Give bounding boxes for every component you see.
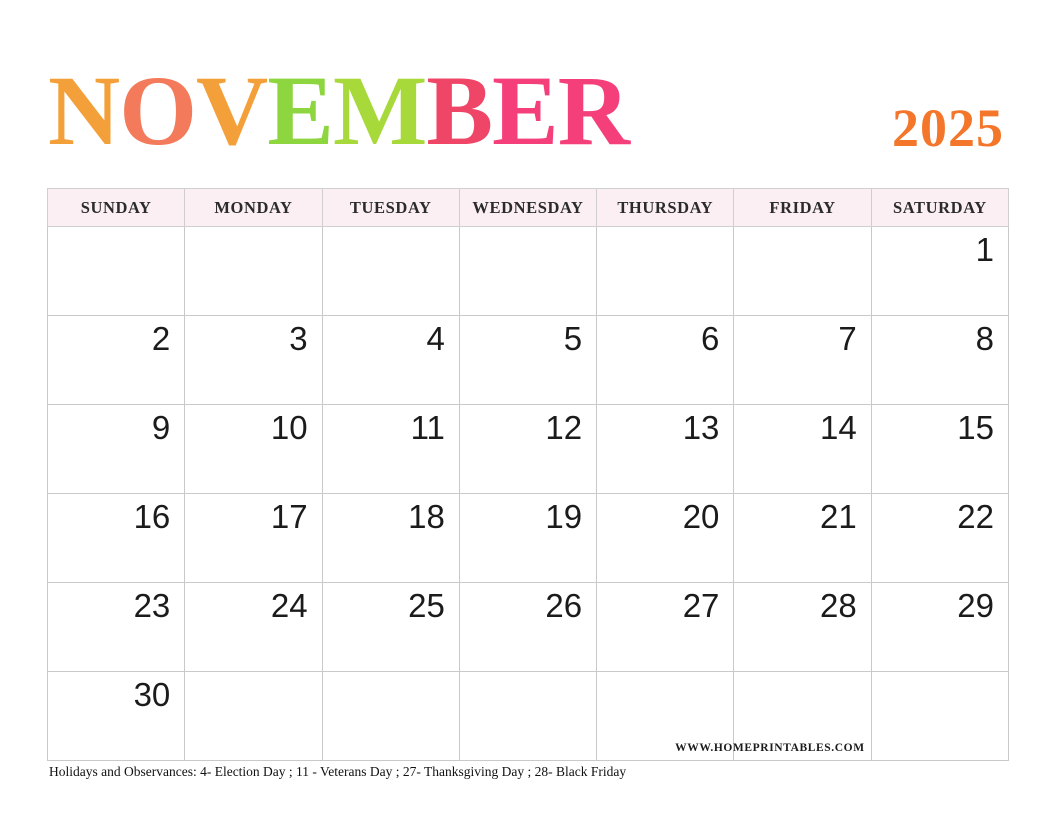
calendar-cell-empty[interactable] [185,227,322,316]
calendar-cell-day-19[interactable] [459,494,596,583]
day-number: 19 [545,498,583,535]
weekday-header-saturday: SATURDAY [871,189,1008,227]
weekday-header-friday: FRIDAY [734,189,871,227]
weekday-header-sunday: SUNDAY [48,189,185,227]
calendar-cell-day-20[interactable] [597,494,734,583]
month-title-letter-3: E [267,55,333,166]
calendar-cell-day-15[interactable] [871,405,1008,494]
calendar-cell-empty[interactable] [322,227,459,316]
day-number: 4 [426,320,445,357]
calendar-cell-day-26[interactable] [459,583,596,672]
calendar-cell-day-6[interactable] [597,316,734,405]
day-number: 25 [408,587,445,624]
calendar-cell-day-28[interactable] [734,583,871,672]
calendar-cell-empty[interactable] [459,672,596,761]
calendar-week-row [48,227,1009,316]
day-number: 28 [819,587,857,624]
calendar-cell-day-8[interactable] [871,316,1008,405]
calendar-cell-day-22[interactable] [871,494,1008,583]
day-number: 29 [957,587,994,624]
website-credit: WWW.HOMEPRINTABLES.COM [675,742,865,754]
calendar-cell-empty[interactable] [48,227,185,316]
calendar-cell-day-7[interactable] [734,316,871,405]
calendar-cell-day-25[interactable] [322,583,459,672]
calendar-cell-empty[interactable] [322,672,459,761]
calendar-cell-day-13[interactable] [597,405,734,494]
day-number: 20 [682,498,720,535]
month-title-letter-1: O [119,55,197,166]
title-row [0,56,1056,176]
day-number: 3 [289,320,308,357]
day-number: 2 [151,320,171,357]
weekday-header-wednesday: WEDNESDAY [459,189,596,227]
month-title-letter-7: R [557,55,629,166]
day-number: 7 [838,320,857,357]
weekday-header-thursday: THURSDAY [597,189,734,227]
calendar-week-row [48,316,1009,405]
calendar-cell-day-10[interactable] [185,405,322,494]
day-number: 11 [410,409,445,446]
day-number: 16 [133,498,171,535]
calendar-cell-day-1[interactable] [871,227,1008,316]
weekday-header-tuesday: TUESDAY [322,189,459,227]
calendar-cell-day-2[interactable] [48,316,185,405]
calendar-cell-day-14[interactable] [734,405,871,494]
calendar-cell-empty[interactable] [734,227,871,316]
calendar-week-row [48,494,1009,583]
page-title [48,56,629,166]
day-number: 12 [545,409,583,446]
day-number: 24 [270,587,308,624]
month-title-letter-2: V [196,55,268,166]
calendar-cell-day-23[interactable] [48,583,185,672]
month-title-letter-4: M [332,55,427,166]
calendar-week-row [48,405,1009,494]
day-number: 30 [133,676,171,713]
day-number: 18 [408,498,445,535]
calendar-cell-day-16[interactable] [48,494,185,583]
calendar-cell-day-27[interactable] [597,583,734,672]
day-number: 13 [682,409,720,446]
calendar-cell-day-5[interactable] [459,316,596,405]
month-title-letter-0: N [48,55,120,166]
calendar-cell-empty[interactable] [871,672,1008,761]
calendar-cell-day-12[interactable] [459,405,596,494]
calendar-cell-empty[interactable] [597,227,734,316]
calendar-cell-day-30[interactable] [48,672,185,761]
calendar-cell-day-3[interactable] [185,316,322,405]
day-number: 9 [151,409,171,446]
calendar-cell-day-29[interactable] [871,583,1008,672]
day-number: 21 [819,498,857,535]
weekday-header-monday: MONDAY [185,189,322,227]
day-number: 17 [270,498,308,535]
weekday-header-row [48,189,1009,227]
day-number: 26 [545,587,583,624]
calendar-cell-empty[interactable] [185,672,322,761]
month-title-letter-5: B [426,55,493,166]
calendar-cell-day-24[interactable] [185,583,322,672]
calendar-cell-empty[interactable] [675,672,871,761]
day-number: 8 [975,320,994,357]
calendar-cell-day-18[interactable] [322,494,459,583]
calendar-week-row [48,672,1009,761]
calendar-cell-day-4[interactable] [322,316,459,405]
year-title: 2025 [892,98,1004,158]
calendar-cell-day-17[interactable] [185,494,322,583]
day-number: 22 [957,498,994,535]
calendar-week-row [48,583,1009,672]
day-number: 5 [563,320,583,357]
day-number: 27 [682,587,720,624]
calendar-cell-day-21[interactable] [734,494,871,583]
calendar-cell-empty[interactable] [459,227,596,316]
day-number: 23 [133,587,171,624]
holidays-note: Holidays and Observances: 4- Election Day ; 11 - Veterans Day ; 27- Thanksgiving Day ; 28- Black Friday [49,764,627,779]
day-number: 1 [975,231,994,268]
calendar-grid [47,188,1009,761]
day-number: 6 [701,320,720,357]
month-title-letter-6: E [492,55,558,166]
calendar-cell-day-11[interactable] [322,405,459,494]
day-number: 15 [957,409,994,446]
day-number: 10 [270,409,308,446]
calendar-cell-day-9[interactable] [48,405,185,494]
day-number: 14 [819,409,857,446]
